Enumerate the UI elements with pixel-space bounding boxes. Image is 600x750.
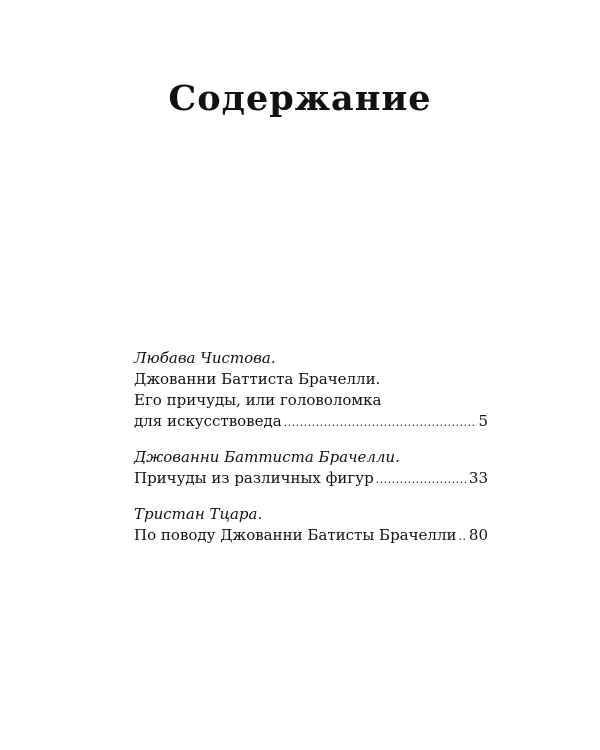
toc-entry-title-line: Джованни Баттиста Брачелли. <box>134 370 381 388</box>
toc-entry-3 <box>134 504 488 547</box>
toc-entry-2 <box>134 447 488 490</box>
toc-page-number: 33 <box>468 469 488 487</box>
toc-entry-title-line: для искусствоведа <box>134 412 282 430</box>
toc-page-number: 5 <box>478 412 488 430</box>
toc-page-number: 80 <box>468 526 488 544</box>
table-of-contents <box>134 348 488 561</box>
toc-entry-1 <box>134 348 488 433</box>
toc-entry-final-line[interactable] <box>134 411 488 433</box>
toc-entry-final-line[interactable] <box>134 525 488 547</box>
dot-leader <box>376 469 467 490</box>
toc-entry-author: Джованни Баттиста Брачелли. <box>134 448 400 466</box>
toc-entry-title-line: Его причуды, или головоломка <box>134 391 382 409</box>
toc-entry-title-line: Причуды из различных фигур <box>134 469 374 487</box>
toc-entry-final-line[interactable] <box>134 468 488 490</box>
page-title: Содержание <box>168 78 432 119</box>
dot-leader <box>284 412 477 433</box>
toc-entry-title-line: По поводу Джованни Батисты Брачелли <box>134 526 457 544</box>
toc-entry-author: Тристан Тцара. <box>134 505 263 523</box>
toc-entry-author: Любава Чистова. <box>134 349 276 367</box>
dot-leader <box>458 526 466 547</box>
